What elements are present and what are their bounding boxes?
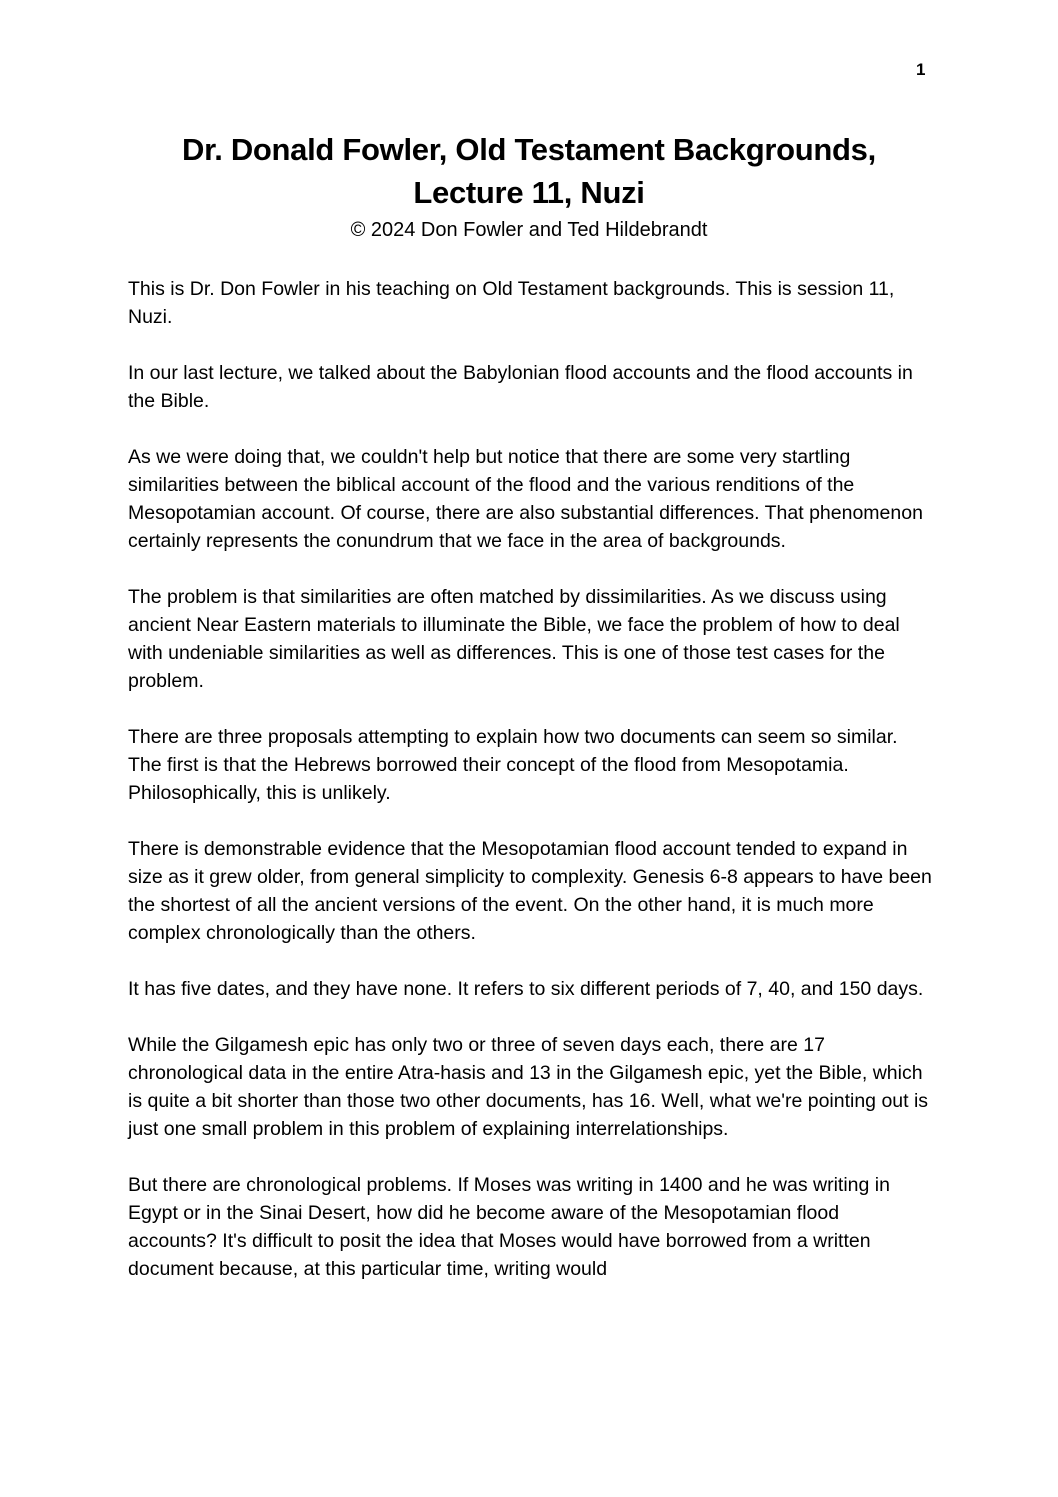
page-number: 1 (916, 60, 926, 79)
copyright-line: © 2024 Don Fowler and Ted Hildebrandt (350, 219, 708, 241)
paragraph: This is Dr. Don Fowler in his teaching on Old Testament backgrounds. This is session 11, Nuzi. (128, 278, 895, 328)
paragraph: But there are chronological problems. If Moses was writing in 1400 and he was writing in Egypt or in the Sinai Desert, how did he become aware of the Mesopotamian flood accounts? It's difficult to posit the idea that Moses would have borrowed from a written document because, at this particular time, writing would (128, 1174, 890, 1280)
paragraph: The problem is that similarities are often matched by dissimilarities. As we discuss using ancient Near Eastern materials to illuminate the Bible, we face the problem of how to deal with undeniable similarities as well as differences. This is one of those test cases for the problem. (128, 586, 900, 692)
paragraph: There is demonstrable evidence that the Mesopotamian flood account tended to expand in size as it grew older, from general simplicity to complexity. Genesis 6-8 appears to have been the shortest of all the ancient versions of the event. On the other hand, it is much more complex chronologically than the others. (128, 838, 932, 944)
paragraph: In our last lecture, we talked about the Babylonian flood accounts and the flood accounts in the Bible. (128, 362, 913, 412)
title-line-1: Dr. Donald Fowler, Old Testament Backgrounds, (182, 132, 876, 167)
paragraph: While the Gilgamesh epic has only two or three of seven days each, there are 17 chronological data in the entire Atra-hasis and 13 in the Gilgamesh epic, yet the Bible, which is quite a bit shorter than those two other documents, has 16. Well, what we're pointing out is just one small problem in this problem of explaining interrelationships. (128, 1034, 929, 1140)
document-body (0, 275, 1058, 1283)
paragraph: It has five dates, and they have none. It refers to six different periods of 7, 40, and 150 days. (128, 978, 924, 1000)
title-line-2: Lecture 11, Nuzi (413, 175, 645, 210)
paragraph: There are three proposals attempting to explain how two documents can seem so similar. The first is that the Hebrews borrowed their concept of the flood from Mesopotamia. Philosophically, this is unlikely. (128, 726, 898, 804)
document-title (0, 0, 1058, 214)
paragraph: As we were doing that, we couldn't help but notice that there are some very startling similarities between the biblical account of the flood and the various renditions of the Mesopotamian account. Of course, there are also substantial differences. That phenomenon certainly represents the conundrum that we face in the area of backgrounds. (128, 446, 923, 552)
